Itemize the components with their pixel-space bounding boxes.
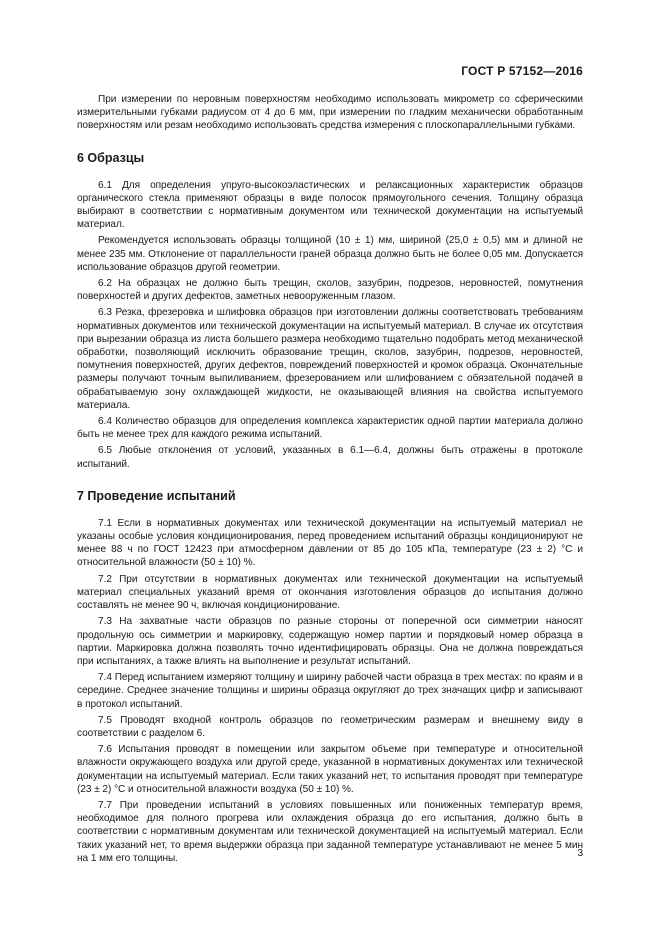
paragraph-7-6: 7.6 Испытания проводят в помещении или закрытом объеме при температуре и относительной влажности окружающего воздуха или другой среде, указанной в нормативных документах или технической документации на испытуемый материал. Если таких указаний нет, то испытания проводят при температуре (23 ± 2) °С и относительной влажности воздуха (50 ± 10) %. (77, 744, 583, 795)
section-6-title: 6 Образцы (77, 150, 145, 165)
page-number: 3 (577, 848, 583, 859)
paragraph-6-1-recommend: Рекомендуется использовать образцы толщиной (10 ± 1) мм, шириной (25,0 ± 0,5) мм и длиной не менее 235 мм. Отклонение от параллельности граней образца должно быть не более 0,05 мм. Допускается использование образцов другой геометрии. (77, 235, 583, 273)
paragraph-6-3: 6.3 Резка, фрезеровка и шлифовка образцов при изготовлении должны соответствовать требованиям нормативных документов или технической документации на испытуемый материал. В случае их отсутствия при вырезании образца из листа большего размера необходимо тщательно подобрать метод механической обработки, позволяющий исключить образование трещин, сколов, зазубрин, подрезов, неровностей, помутнения поверхностей, других дефектов, повреждений поверхностей и кромок образца. Окончательные размеры получают точным выпиливанием, фрезерованием или шлифованием с обязательной подачей в обрабатываемую зону охлаждающей жидкости, не оказывающей влияния на свойства испытуемого материала. (77, 307, 583, 411)
paragraph-7-7: 7.7 При проведении испытаний в условиях повышенных или пониженных температур время, необходимое для полного прогрева или охлаждения образца до его испытания, должно быть в соответствии с нормативным документам или технической документацией на испытуемый материал. Если таких указаний нет, то время выдержки образца при заданной температуре устанавливают не менее 5 мин на 1 мм его толщины. (77, 799, 583, 864)
section-7-title: 7 Проведение испытаний (77, 488, 236, 503)
document-id-header: ГОСТ Р 57152—2016 (461, 64, 583, 78)
paragraph-6-4: 6.4 Количество образцов для определения комплекса характеристик одной партии материала должно быть не менее трех для каждого режима испытаний. (77, 416, 583, 441)
paragraph-6-2: 6.2 На образцах не должно быть трещин, сколов, зазубрин, подрезов, неровностей, помутнения поверхностей и других дефектов, заметных невооруженным глазом. (77, 278, 583, 303)
paragraph-7-1: 7.1 Если в нормативных документах или технической документации на испытуемый материал не указаны особые условия кондиционирования, перед проведением испытаний образцы кондиционируют не менее 88 ч по ГОСТ 12423 при атмосферном давлении от 85 до 105 кПа, температуре (23 ± 2) °С и относительной влажности (50 ± 10) %. (77, 517, 583, 569)
paragraph-7-2: 7.2 При отсутствии в нормативных документах или технической документации на испытуемый материал специальных указаний время от окончания изготовления образцов до испытания должно составлять не менее 90 ч, включая кондиционирование. (77, 573, 583, 612)
paragraph-7-3: 7.3 На захватные части образцов по разные стороны от поперечной оси симметрии наносят продольную ось симметрии и маркировку, содержащую номер партии и порядковый номер образца в партии. Маркировка должна позволять точно идентифицировать образцы. Она не должна повреждаться при испытаниях, а также влиять на выполнение и результат испытаний. (77, 616, 583, 667)
paragraph-7-4: 7.4 Перед испытанием измеряют толщину и ширину рабочей части образца в трех местах: по краям и в середине. Среднее значение толщины и ширины образца округляют до трех значащих цифр и записывают в протокол испытаний. (77, 672, 583, 710)
paragraph-7-5: 7.5 Проводят входной контроль образцов по геометрическим размерам и внешнему виду в соответствии с разделом 6. (77, 714, 583, 739)
paragraph-6-1: 6.1 Для определения упруго-высокоэластических и релаксационных характеристик образцов органического стекла применяют образцы в виде полосок прямоугольного сечения. Толщину образца выбирают в соответствии с нормативным документом или технической документации на испытуемый материал. (77, 179, 583, 231)
page-content (77, 93, 583, 865)
intro-paragraph: При измерении по неровным поверхностям необходимо использовать микрометр со сферическими измерительными губками радиусом от 4 до 6 мм, при измерении по гладким механически обработанным поверхностям или резам необходимо использовать средства измерения с плоскопараллельными губками. (77, 94, 583, 132)
paragraph-6-5: 6.5 Любые отклонения от условий, указанных в 6.1—6.4, должны быть отражены в протоколе испытаний. (77, 445, 583, 470)
